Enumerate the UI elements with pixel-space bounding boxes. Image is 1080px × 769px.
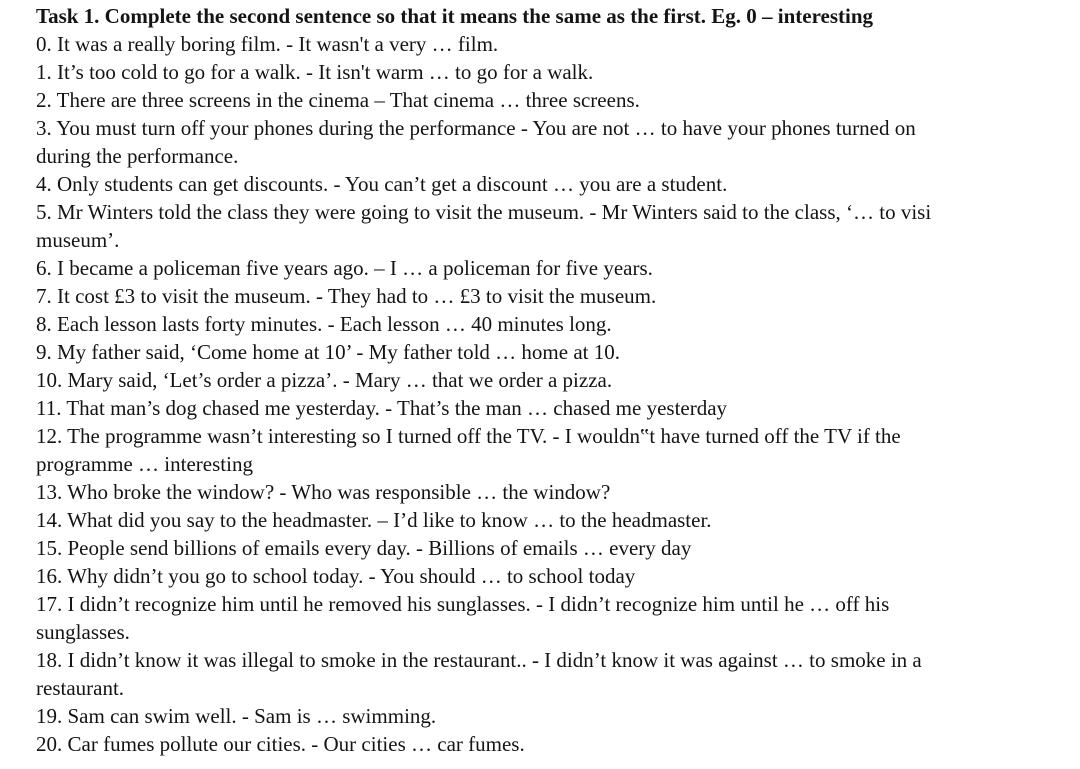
- sentence-line-8: 8. Each lesson lasts forty minutes. - Each lesson … 40 minutes long.: [36, 312, 612, 336]
- sentence-line-7: 7. It cost £3 to visit the museum. - They had to … £3 to visit the museum.: [36, 284, 657, 308]
- sentence-line-17-continued: sunglasses.: [36, 620, 130, 644]
- sentence-line-18: 18. I didn’t know it was illegal to smoke in the restaurant.. - I didn’t know it was against … to smoke in a: [36, 648, 922, 672]
- sentence-line-13: 13. Who broke the window? - Who was responsible … the window?: [36, 480, 611, 504]
- sentence-line-6: 6. I became a policeman five years ago. – I … a policeman for five years.: [36, 256, 653, 280]
- sentence-line-12-continued: programme … interesting: [36, 452, 253, 476]
- sentence-line-20: 20. Car fumes pollute our cities. - Our cities … car fumes.: [36, 732, 525, 756]
- sentence-line-3: 3. You must turn off your phones during the performance - You are not … to have your phones turned on: [36, 116, 916, 140]
- sentence-line-0: 0. It was a really boring film. - It wasn't a very … film.: [36, 32, 499, 56]
- sentence-line-3-continued: during the performance.: [36, 144, 239, 168]
- sentence-line-16: 16. Why didn’t you go to school today. - You should … to school today: [36, 564, 636, 588]
- sentence-line-19: 19. Sam can swim well. - Sam is … swimming.: [36, 704, 437, 728]
- task-title: Task 1. Complete the second sentence so that it means the same as the first. Eg. 0 – interesting: [36, 4, 874, 28]
- sentence-line-12: 12. The programme wasn’t interesting so I turned off the TV. - I wouldn‟t have turned off the TV if the: [36, 424, 901, 448]
- sentence-line-14: 14. What did you say to the headmaster. – I’d like to know … to the headmaster.: [36, 508, 712, 532]
- sentence-line-10: 10. Mary said, ‘Let’s order a pizza’. - Mary … that we order a pizza.: [36, 368, 613, 392]
- sentence-line-2: 2. There are three screens in the cinema – That cinema … three screens.: [36, 88, 640, 112]
- sentence-line-5: 5. Mr Winters told the class they were going to visit the museum. - Mr Winters said to the class, ‘… to visi: [36, 200, 932, 224]
- sentence-line-17: 17. I didn’t recognize him until he removed his sunglasses. - I didn’t recognize him until he … off his: [36, 592, 890, 616]
- sentence-line-18-continued: restaurant.: [36, 676, 125, 700]
- sentence-line-11: 11. That man’s dog chased me yesterday. - That’s the man … chased me yesterday: [36, 396, 728, 420]
- sentence-line-1: 1. It’s too cold to go for a walk. - It isn't warm … to go for a walk.: [36, 60, 594, 84]
- sentence-line-4: 4. Only students can get discounts. - You can’t get a discount … you are a student.: [36, 172, 728, 196]
- sentence-line-15: 15. People send billions of emails every day. - Billions of emails … every day: [36, 536, 692, 560]
- sentence-line-9: 9. My father said, ‘Come home at 10’ - My father told … home at 10.: [36, 340, 620, 364]
- sentence-line-5-continued: museum’.: [36, 228, 120, 252]
